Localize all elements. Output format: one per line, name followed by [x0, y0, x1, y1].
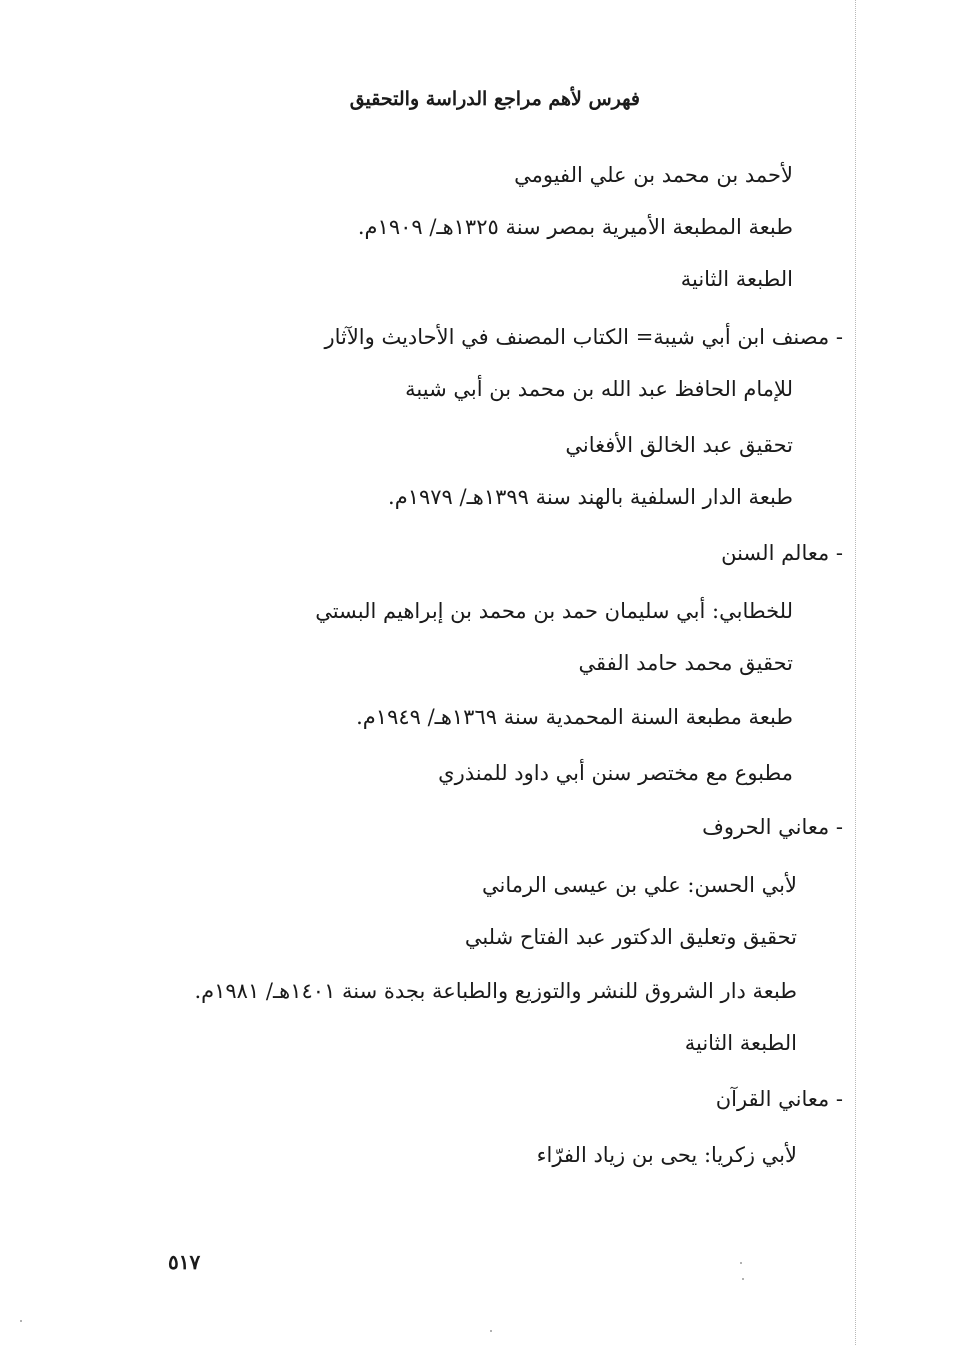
text-line: لأبي زكريا: يحى بن زياد الفرّاء: [536, 1143, 797, 1167]
text-line: طبعة الدار السلفية بالهند سنة ١٣٩٩هـ/ ١٩٧٩م.: [388, 485, 793, 509]
text-line: للخطابي: أبي سليمان حمد بن محمد بن إبراهيم البستي: [315, 599, 793, 623]
entry-title: - معاني الحروف: [702, 815, 843, 839]
text-line: طبعة المطبعة الأميرية بمصر سنة ١٣٢٥هـ/ ١٩٠٩م.: [357, 215, 793, 239]
text-line: تحقيق وتعليق الدكتور عبد الفتاح شلبي: [464, 925, 797, 949]
entry-title: - معاني القرآن: [715, 1087, 843, 1111]
text-line: تحقيق محمد حامد الفقي: [578, 651, 793, 675]
page-number: ٥١٧: [168, 1250, 201, 1274]
text-line: لأبي الحسن: علي بن عيسى الرماني: [481, 873, 797, 897]
scan-speck: [742, 1278, 744, 1280]
running-header: فهرس لأهم مراجع الدراسة والتحقيق: [349, 88, 640, 110]
entry-title: - مصنف ابن أبي شيبة= الكتاب المصنف في الأحاديث والآثار: [324, 325, 843, 349]
text-line: الطبعة الثانية: [680, 267, 793, 291]
text-line: الطبعة الثانية: [684, 1031, 797, 1055]
text-line: مطبوع مع مختصر سنن أبي داود للمنذري: [438, 761, 793, 785]
text-line: لأحمد بن محمد بن علي الفيومي: [514, 163, 793, 187]
scan-margin-rule: [855, 0, 856, 1345]
scan-speck: [490, 1330, 492, 1332]
text-line: للإمام الحافظ عبد الله بن محمد بن أبي شيبة: [405, 377, 793, 401]
text-line: طبعة مطبعة السنة المحمدية سنة ١٣٦٩هـ/ ١٩٤٩م.: [356, 705, 793, 729]
entry-title: - معالم السنن: [721, 541, 843, 565]
text-line: طبعة دار الشروق للنشر والتوزيع والطباعة بجدة سنة ١٤٠١هـ/ ١٩٨١م.: [194, 979, 797, 1003]
scan-speck: [740, 1262, 742, 1264]
scan-speck: [20, 1320, 22, 1322]
text-line: تحقيق عبد الخالق الأفغاني: [565, 433, 793, 457]
